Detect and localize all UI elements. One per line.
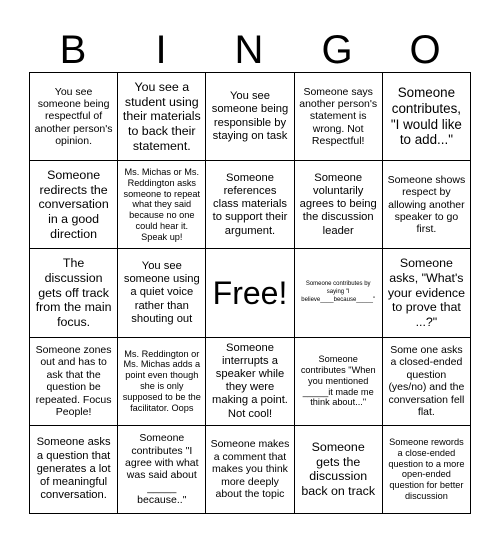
bingo-cell-r2-c5[interactable]: Someone shows respect by allowing another speaker to go first. — [383, 161, 471, 249]
bingo-cell-r1-c3[interactable]: You see someone being responsible by staying on task — [206, 73, 294, 161]
bingo-cell-r5-c5[interactable]: Someone rewords a close-ended question to a more open-ended question for better discussion — [383, 426, 471, 514]
header-letter-n: N — [234, 28, 264, 72]
bingo-cell-r5-c4[interactable]: Someone gets the discussion back on track — [295, 426, 383, 514]
header-letter-o: O — [409, 28, 441, 72]
bingo-cell-r2-c1[interactable]: Someone redirects the conversation in a good direction — [30, 161, 118, 249]
bingo-cell-r3-c5[interactable]: Someone asks, "What's your evidence to prove that ...?" — [383, 249, 471, 337]
bingo-cell-r3-c4[interactable]: Someone contributes by saying "I believe____because_____" — [295, 249, 383, 337]
header-letter-i: I — [155, 28, 167, 72]
bingo-cell-r5-c1[interactable]: Someone asks a question that generates a lot of meaningful conversation. — [30, 426, 118, 514]
bingo-cell-r1-c1[interactable]: You see someone being respectful of another person's opinion. — [30, 73, 118, 161]
bingo-cell-r2-c3[interactable]: Someone references class materials to support their argument. — [206, 161, 294, 249]
bingo-cell-r1-c5[interactable]: Someone contributes, "I would like to add..." — [383, 73, 471, 161]
bingo-cell-r4-c2[interactable]: Ms. Reddington or Ms. Michas adds a point even though she is only supposed to be the facilitator. Oops — [118, 338, 206, 426]
bingo-cell-r1-c4[interactable]: Someone says another person's statement is wrong. Not Respectful! — [295, 73, 383, 161]
bingo-cell-r4-c4[interactable]: Someone contributes "When you mentioned _____it made me think about..." — [295, 338, 383, 426]
bingo-cell-r5-c3[interactable]: Someone makes a comment that makes you think more deeply about the topic — [206, 426, 294, 514]
bingo-cell-r3-c2[interactable]: You see someone using a quiet voice rather than shouting out — [118, 249, 206, 337]
free-space[interactable]: Free! — [206, 249, 294, 337]
bingo-cell-r4-c1[interactable]: Someone zones out and has to ask that the question be repeated. Focus People! — [30, 338, 118, 426]
bingo-cell-r1-c2[interactable]: You see a student using their materials to back their statement. — [118, 73, 206, 161]
bingo-header — [29, 27, 469, 73]
header-letter-g: G — [321, 28, 353, 72]
bingo-cell-r4-c3[interactable]: Someone interrupts a speaker while they were making a point. Not cool! — [206, 338, 294, 426]
header-letter-b: B — [59, 28, 87, 72]
bingo-cell-r5-c2[interactable]: Someone contributes "I agree with what was said about _____ because.." — [118, 426, 206, 514]
bingo-cell-r2-c2[interactable]: Ms. Michas or Ms. Reddington asks someone to repeat what they said because no one could hear it. Speak up! — [118, 161, 206, 249]
bingo-board — [29, 72, 471, 514]
bingo-cell-r4-c5[interactable]: Some one asks a closed-ended question (yes/no) and the conversation fell flat. — [383, 338, 471, 426]
bingo-cell-r3-c1[interactable]: The discussion gets off track from the main focus. — [30, 249, 118, 337]
bingo-cell-r2-c4[interactable]: Someone voluntarily agrees to being the discussion leader — [295, 161, 383, 249]
